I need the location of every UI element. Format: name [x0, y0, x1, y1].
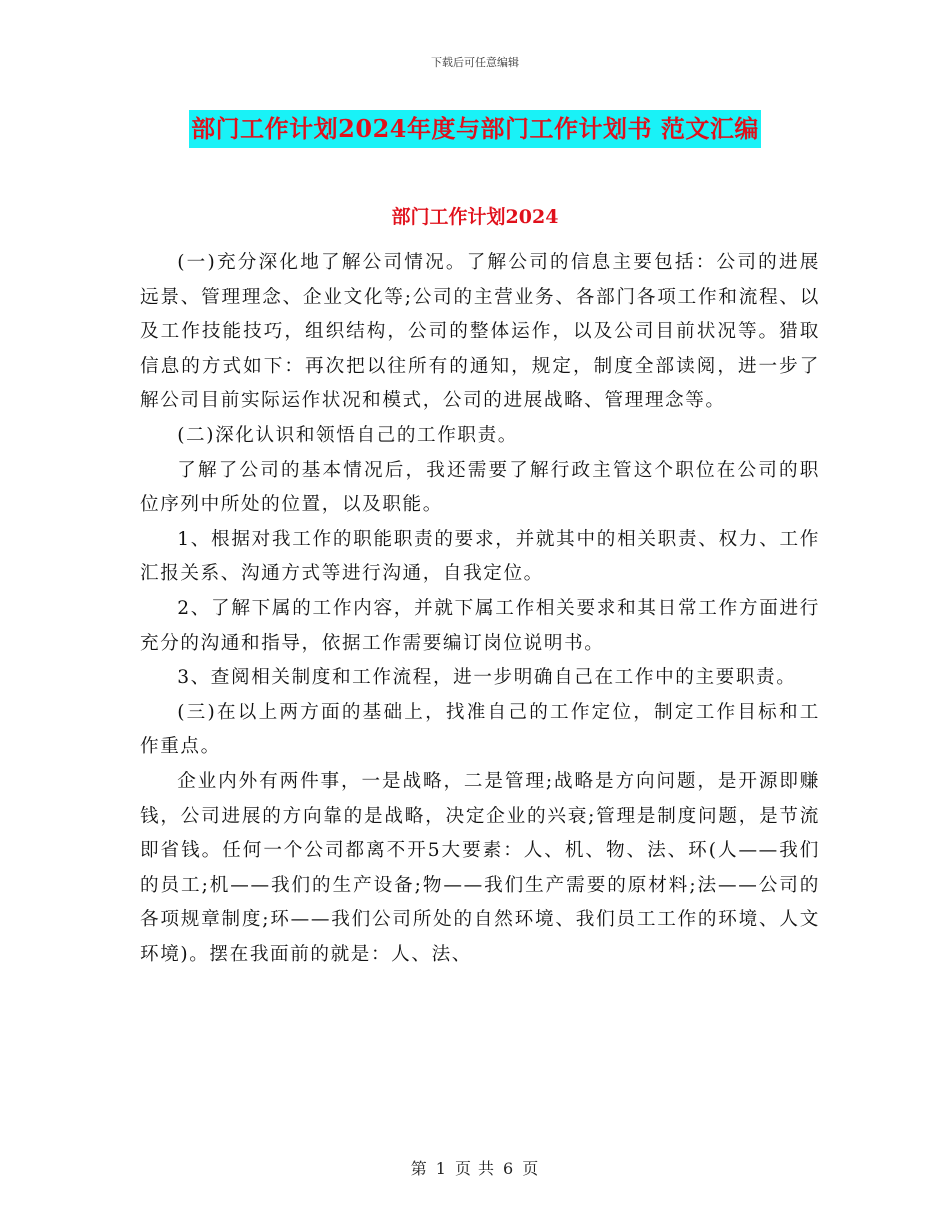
paragraph: 3、查阅相关制度和工作流程，进一步明确自己在工作中的主要职责。: [177, 667, 797, 689]
page-label-mid: 页 共: [454, 1159, 496, 1178]
document-title: 部门工作计划2024年度与部门工作计划书 范文汇编: [189, 110, 761, 148]
document-title-container: [0, 110, 950, 148]
section-title: 部门工作计划2024: [391, 206, 559, 228]
header-note: 下载后可任意编辑: [431, 56, 519, 69]
paragraph: (三)在以上两方面的基础上，找准自己的工作定位，制定工作目标和工作重点。: [140, 701, 820, 758]
page-label-prefix: 第: [410, 1159, 428, 1178]
paragraph: (一)充分深化地了解公司情况。了解公司的信息主要包括：公司的进展远景、管理理念、企业文化等;公司的主营业务、各部门各项工作和流程、以及工作技能技巧，组织结构，公司的整体运作，以及公司目前状况等。猎取信息的方式如下：再次把以往所有的通知，规定，制度全部读阅，进一步了解公司目前实际运作状况和模式，公司的进展战略、管理理念等。: [140, 252, 820, 412]
total-pages: 6: [503, 1159, 515, 1178]
page-label-suffix: 页: [522, 1159, 540, 1178]
paragraph: 了解了公司的基本情况后，我还需要了解行政主管这个职位在公司的职位序列中所处的位置，以及职能。: [140, 459, 820, 516]
page-footer: [0, 1156, 950, 1179]
paragraph: 2、了解下属的工作内容，并就下属工作相关要求和其日常工作方面进行充分的沟通和指导，依据工作需要编订岗位说明书。: [140, 597, 820, 654]
page-number: 1: [435, 1159, 447, 1178]
paragraph: 企业内外有两件事，一是战略，二是管理;战略是方向问题，是开源即赚钱，公司进展的方向靠的是战略，决定企业的兴衰;管理是制度问题，是节流即省钱。任何一个公司都离不开5大要素：人、机、物、法、环(人——我们的员工;机——我们的生产设备;物——我们生产需要的原材料;法——公司的各项规章制度;环——我们公司所处的自然环境、我们员工工作的环境、人文环境)。摆在我面前的就是：人、法、: [140, 770, 820, 965]
paragraph: (二)深化认识和领悟自己的工作职责。: [177, 424, 518, 446]
document-body: [140, 246, 820, 972]
paragraph: 1、根据对我工作的职能职责的要求，并就其中的相关职责、权力、工作汇报关系、沟通方式等进行沟通，自我定位。: [140, 528, 820, 585]
